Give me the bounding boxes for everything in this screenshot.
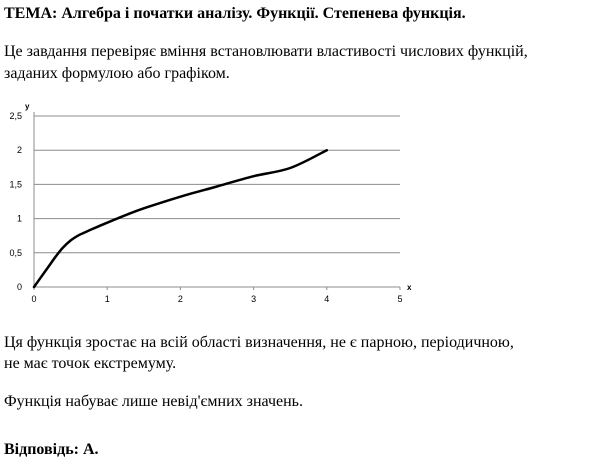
property-text-line: Функція набуває лише невід'ємних значень. <box>4 393 303 410</box>
intro-text-line: Це завдання перевіряє вміння встановлювати властивості числових функцій, <box>4 43 528 60</box>
page-title: ТЕМА: Алгебра і початки аналізу. Функції. Степенева функція. <box>4 5 466 22</box>
y-tick-label: 0,5 <box>9 247 22 258</box>
x-tick-label: 0 <box>31 294 37 304</box>
y-tick-label: 1,5 <box>9 179 22 190</box>
x-tick-label: 5 <box>397 294 403 304</box>
y-axis-label: y <box>25 102 30 111</box>
answer-text: Відповідь: А. <box>4 441 99 458</box>
y-tick-label: 1 <box>16 213 22 224</box>
function-graph <box>0 98 420 313</box>
property-text-line: Ця функція зростає на всій області визначення, не є парною, періодичною, <box>4 334 514 351</box>
x-tick-label: 3 <box>251 294 257 304</box>
x-axis-label: x <box>407 283 412 292</box>
intro-text-line: заданих формулою або графіком. <box>4 65 230 82</box>
x-tick-label: 2 <box>177 294 183 304</box>
y-tick-label: 2 <box>16 145 22 156</box>
y-tick-label: 0 <box>16 282 22 292</box>
x-tick-label: 1 <box>104 294 110 304</box>
y-tick-label: 2,5 <box>9 111 22 121</box>
property-text-line: не має точок екстремуму. <box>4 355 177 372</box>
x-tick-label: 4 <box>324 294 330 304</box>
